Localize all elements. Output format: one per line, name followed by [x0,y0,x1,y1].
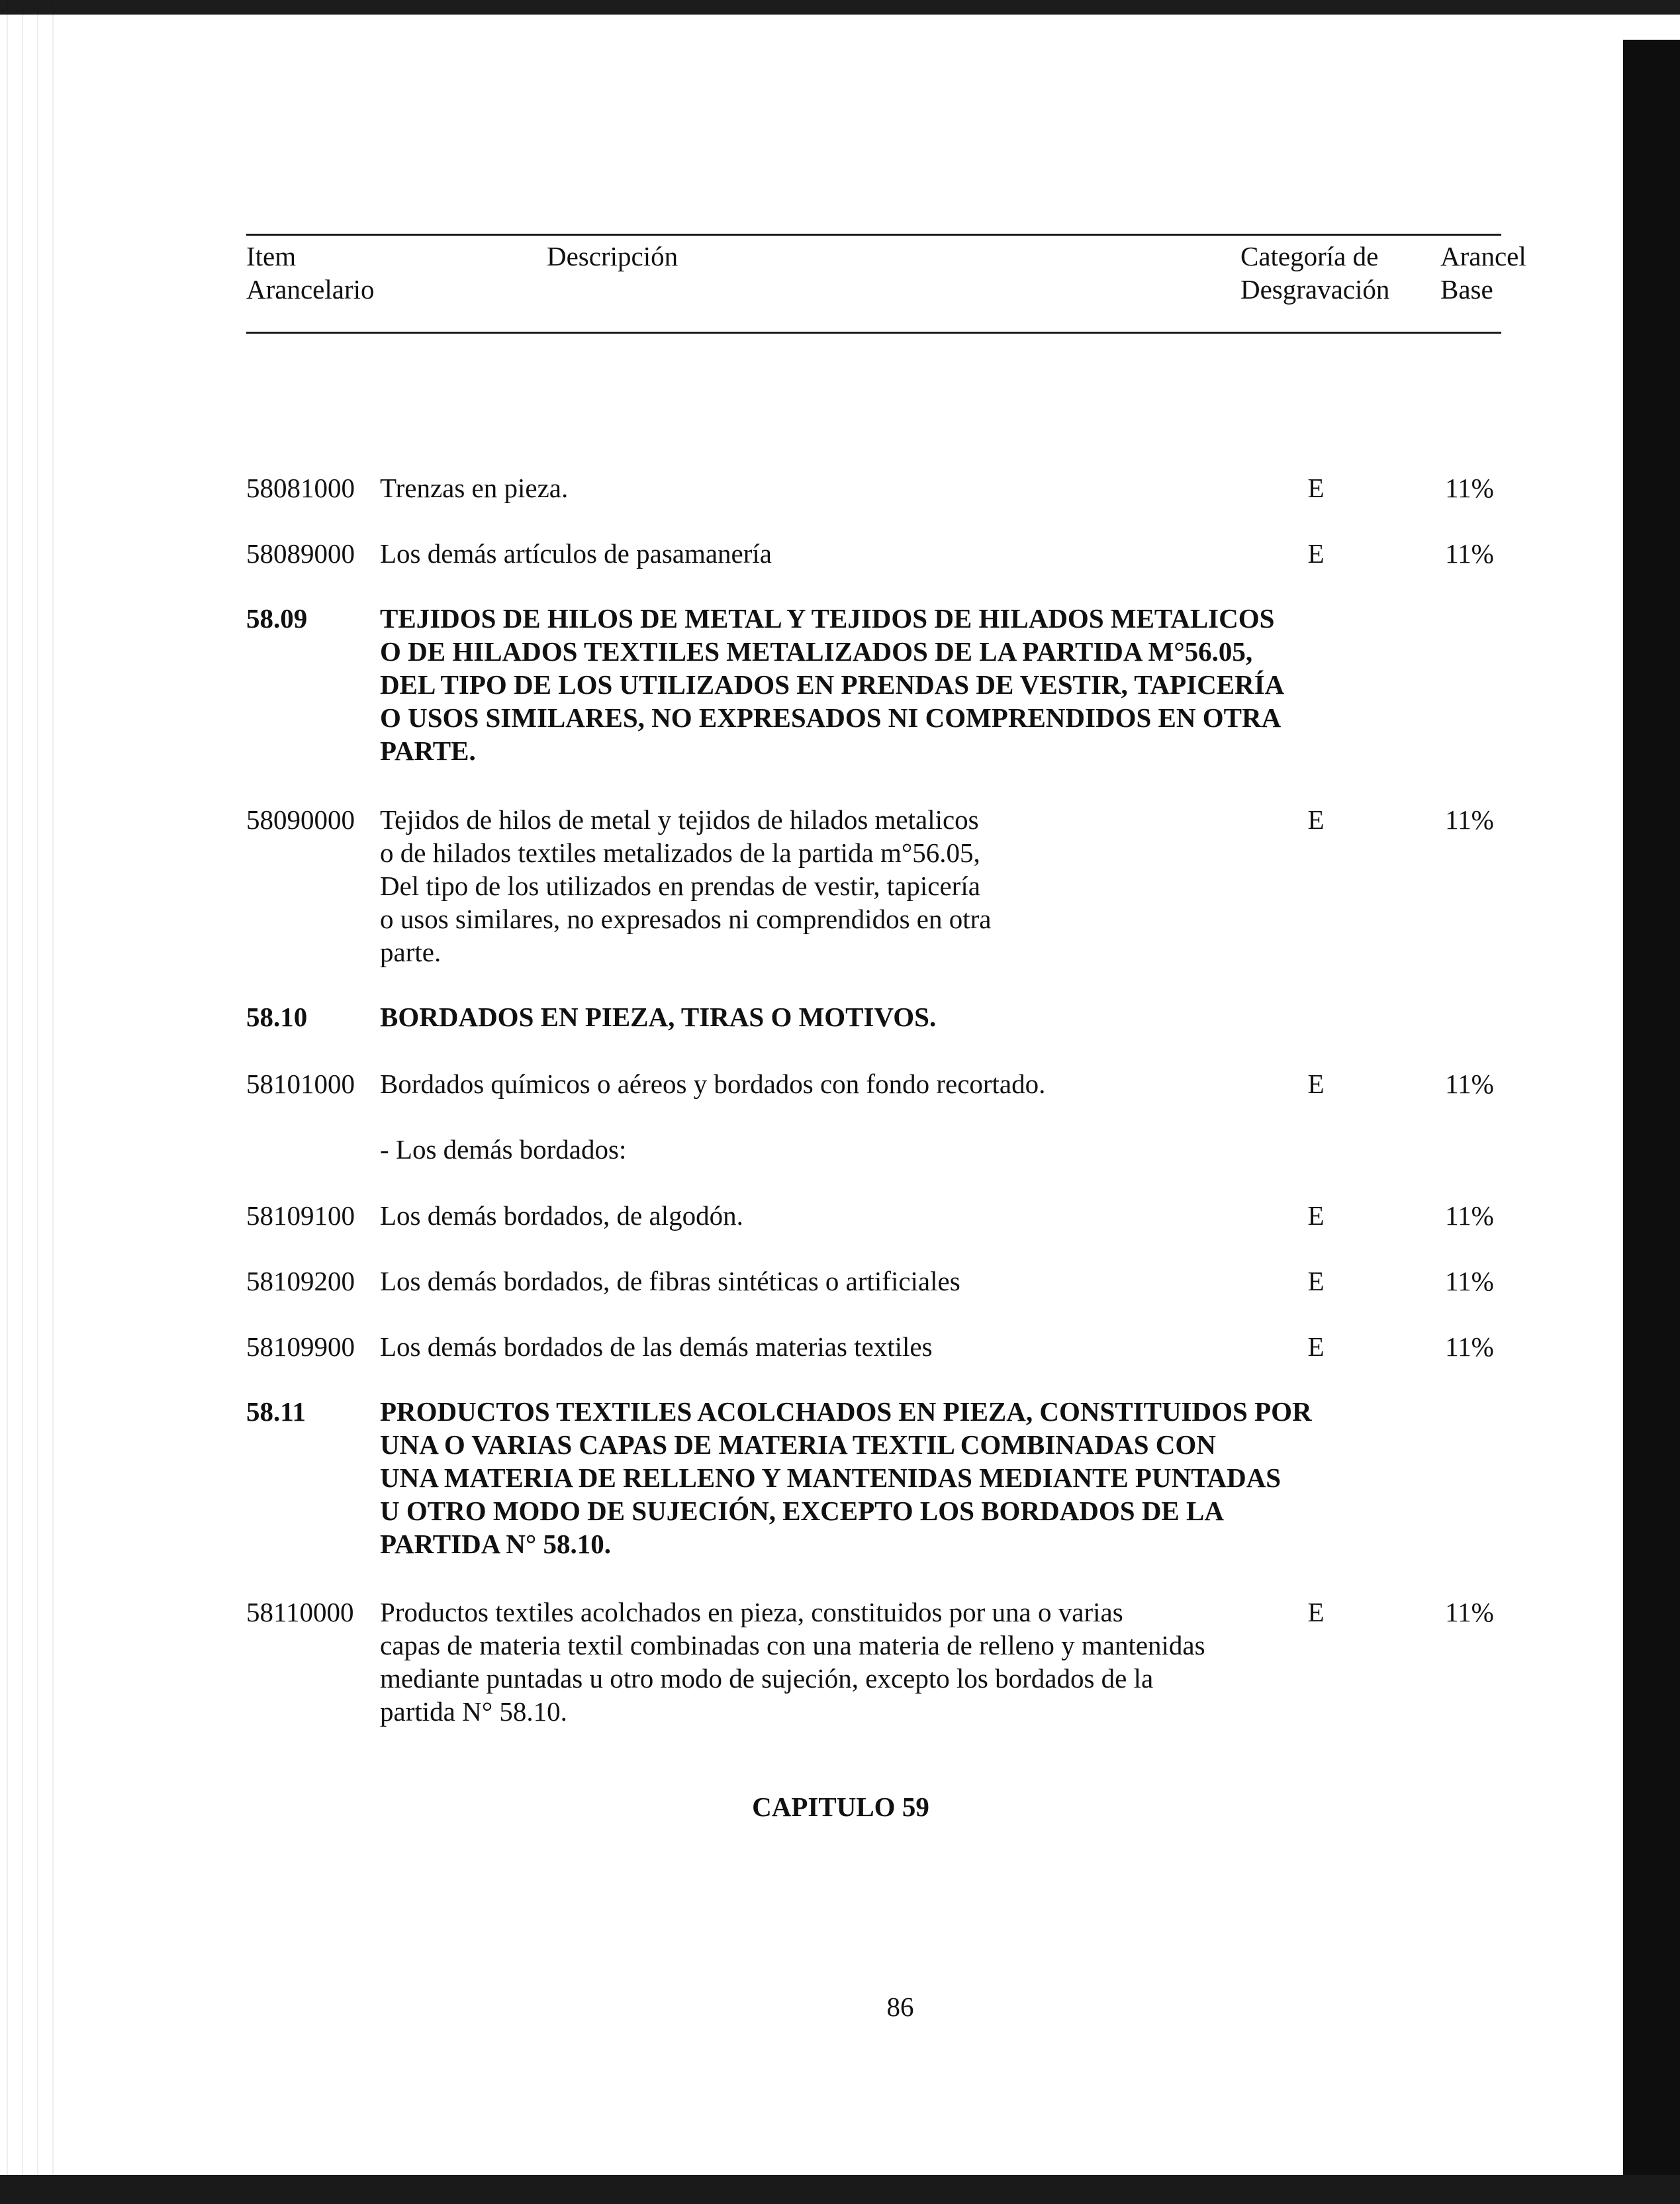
heading-line: DEL TIPO DE LOS UTILIZADOS EN PRENDAS DE VESTIR, TAPICERÍA [380,669,1285,700]
description-line: mediante puntadas u otro modo de sujeción, excepto los bordados de la [380,1663,1154,1694]
heading-line: UNA O VARIAS CAPAS DE MATERIA TEXTIL COMBINADAS CON [380,1429,1216,1460]
item-category: E [1307,538,1325,569]
header-top-rule [246,234,1501,236]
heading-line: BORDADOS EN PIEZA, TIRAS O MOTIVOS. [380,1002,937,1032]
item-description: Los demás artículos de pasamanería [380,538,772,569]
description-line: capas de materia textil combinadas con una materia de relleno y mantenidas [380,1630,1205,1660]
item-code: 58089000 [246,538,355,569]
item-code: 58109100 [246,1200,355,1231]
heading-code: 58.10 [246,1002,308,1032]
header-item-line2: Arancelario [246,274,375,305]
heading-line: PARTIDA N° 58.10. [380,1529,612,1559]
chapter-title: CAPITULO 59 [752,1792,929,1822]
item-code: 58101000 [246,1069,355,1099]
heading-code: 58.11 [246,1396,306,1427]
heading-line: TEJIDOS DE HILOS DE METAL Y TEJIDOS DE HILADOS METALICOS [380,603,1275,634]
item-description: Los demás bordados de las demás materias textiles [380,1331,933,1362]
item-description: Los demás bordados, de algodón. [380,1200,743,1231]
item-rate: 11% [1445,473,1494,503]
heading-line: UNA MATERIA DE RELLENO Y MANTENIDAS MEDIANTE PUNTADAS [380,1462,1282,1493]
heading-code: 58.09 [246,603,308,634]
heading-line: U OTRO MODO DE SUJECIÓN, EXCEPTO LOS BORDADOS DE LA [380,1496,1224,1526]
item-code: 58109900 [246,1331,355,1362]
item-code: 58110000 [246,1597,354,1627]
heading-line: PARTE. [380,736,476,766]
item-category: E [1307,1597,1325,1627]
item-code: 58090000 [246,804,355,835]
item-category: E [1307,473,1325,503]
item-category: E [1307,804,1325,835]
item-rate: 11% [1445,1200,1494,1231]
item-description [380,1596,1320,1728]
description-line: Productos textiles acolchados en pieza, constituidos por una o varias [380,1597,1123,1627]
header-category [1240,240,1389,306]
scan-edge-top [0,0,1680,15]
item-rate: 11% [1445,538,1494,569]
header-tariff-line2: Base [1440,274,1493,305]
heading-description [380,1000,1333,1033]
item-code: 58081000 [246,473,355,503]
header-description: Descripción [547,241,678,271]
item-description [380,803,1320,969]
subheading-text: - Los demás bordados: [380,1134,627,1165]
item-description: Bordados químicos o aéreos y bordados con fondo recortado. [380,1069,1046,1099]
scan-edge-left [0,0,60,2175]
header-bottom-rule [246,332,1501,334]
header-category-line1: Categoría de [1240,241,1379,271]
item-description: Los demás bordados, de fibras sintéticas o artificiales [380,1266,960,1296]
item-category: E [1307,1266,1325,1296]
header-item [246,240,375,306]
heading-line: O USOS SIMILARES, NO EXPRESADOS NI COMPRENDIDOS EN OTRA [380,702,1282,733]
header-tariff-line1: Arancel [1440,241,1526,271]
scan-edge-bottom [0,2175,1680,2204]
heading-line: PRODUCTOS TEXTILES ACOLCHADOS EN PIEZA, CONSTITUIDOS POR [380,1396,1312,1427]
description-line: o usos similares, no expresados ni comprendidos en otra [380,904,992,934]
item-rate: 11% [1445,804,1494,835]
item-category: E [1307,1069,1325,1099]
heading-description [380,1395,1333,1560]
header-category-line2: Desgravación [1240,274,1390,305]
item-rate: 11% [1445,1069,1494,1099]
heading-description [380,602,1333,767]
item-rate: 11% [1445,1331,1494,1362]
header-item-line1: Item [246,241,297,271]
scan-edge-right [1623,40,1680,2175]
description-line: partida N° 58.10. [380,1696,567,1727]
item-code: 58109200 [246,1266,355,1296]
item-rate: 11% [1445,1597,1494,1627]
heading-line: O DE HILADOS TEXTILES METALIZADOS DE LA PARTIDA M°56.05, [380,636,1253,667]
description-line: Del tipo de los utilizados en prendas de vestir, tapicería [380,871,980,901]
description-line: parte. [380,937,442,967]
page-number: 86 [886,1991,914,2022]
item-category: E [1307,1331,1325,1362]
description-line: Tejidos de hilos de metal y tejidos de hilados metalicos [380,804,979,835]
header-tariff [1440,240,1526,306]
description-line: o de hilados textiles metalizados de la partida m°56.05, [380,838,980,868]
item-category: E [1307,1200,1325,1231]
item-description: Trenzas en pieza. [380,473,569,503]
item-rate: 11% [1445,1266,1494,1296]
